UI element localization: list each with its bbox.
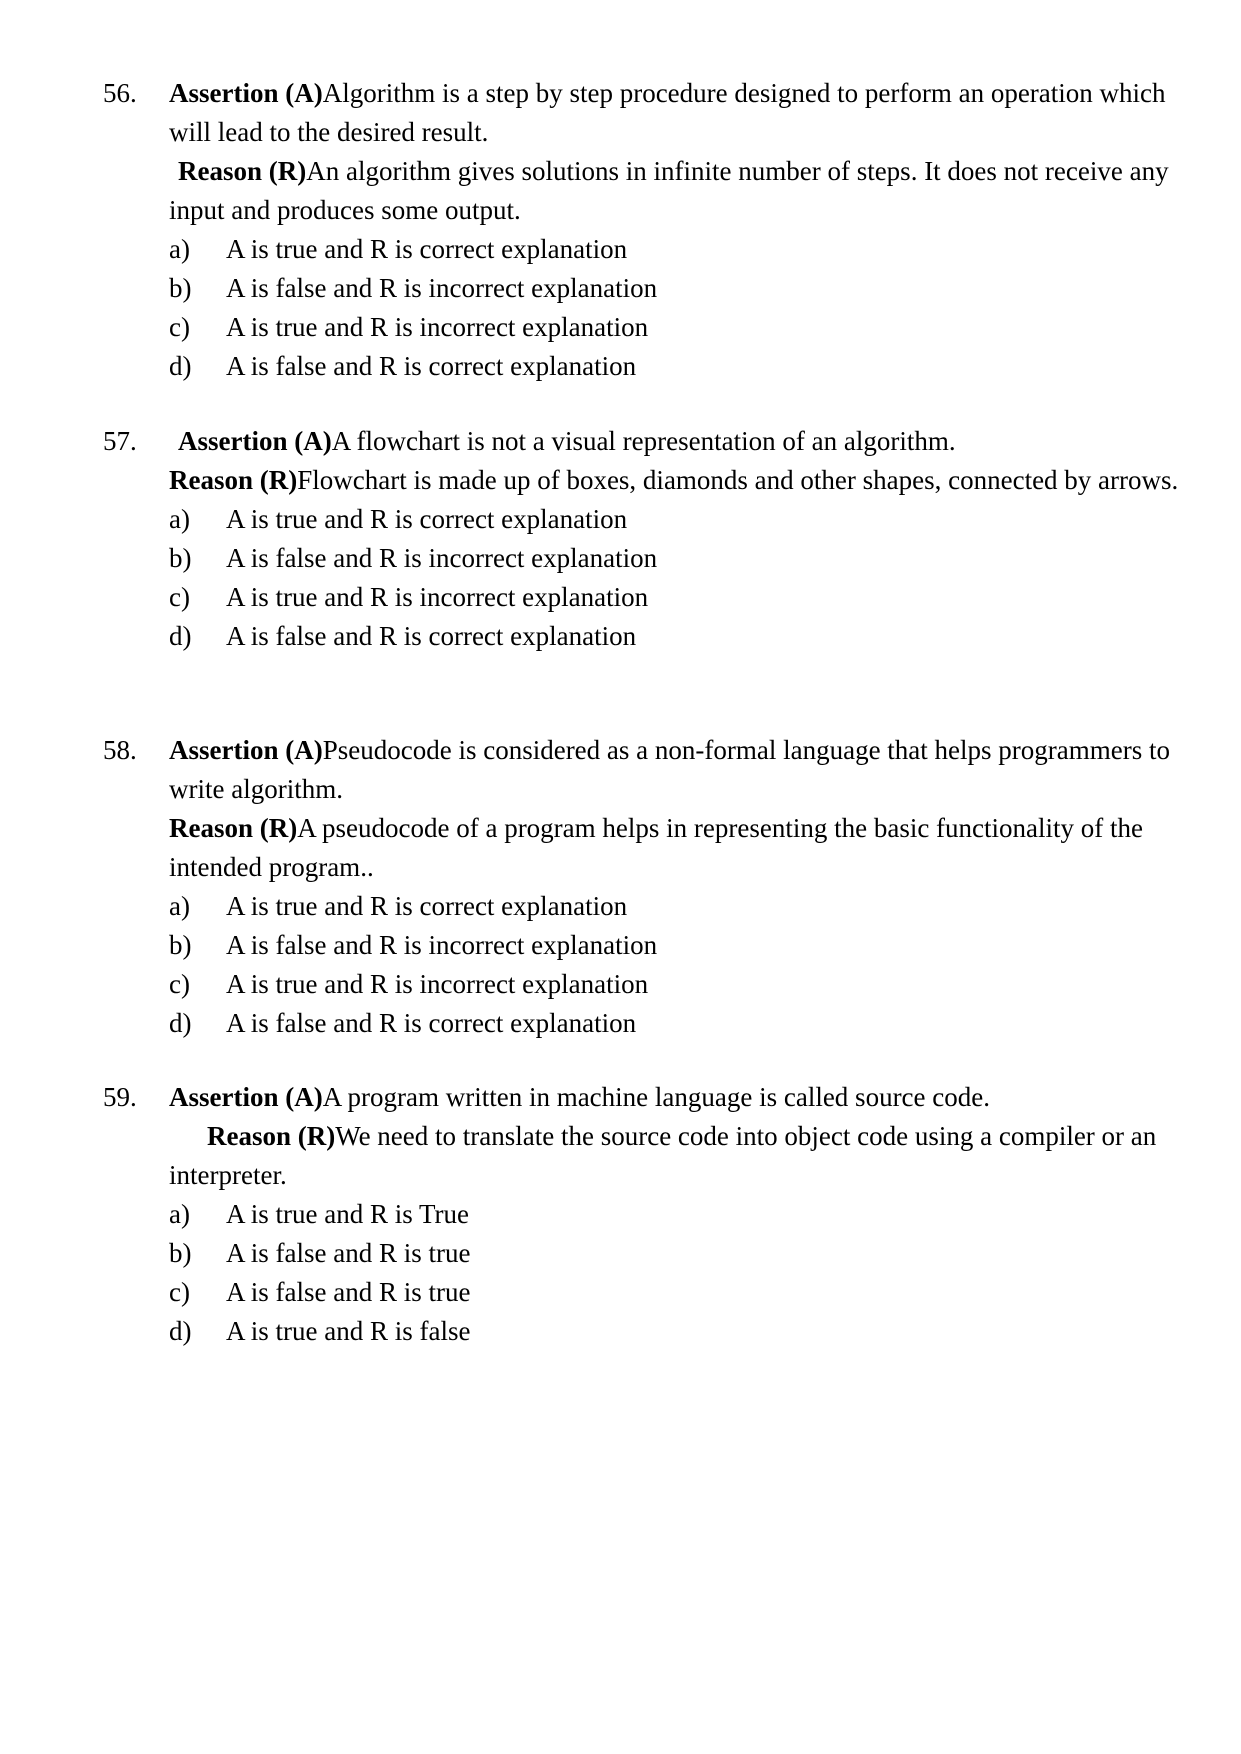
option-a bbox=[169, 887, 1183, 926]
reason-text: We need to translate the source code into object code using a compiler or an interpreter. bbox=[169, 1121, 1157, 1190]
option-text: A is false and R is true bbox=[226, 1238, 471, 1268]
reason bbox=[169, 1117, 1183, 1195]
question-body bbox=[169, 422, 1183, 656]
option-letter: a) bbox=[169, 504, 190, 534]
option-b bbox=[169, 269, 1183, 308]
option-c bbox=[169, 1273, 1183, 1312]
question-59 bbox=[103, 1078, 1183, 1351]
option-letter: b) bbox=[169, 543, 192, 573]
assertion bbox=[169, 74, 1183, 152]
option-text: A is false and R is incorrect explanation bbox=[226, 543, 658, 573]
option-letter: b) bbox=[169, 273, 192, 303]
reason bbox=[169, 152, 1183, 230]
option-a bbox=[169, 1195, 1183, 1234]
options-list bbox=[169, 887, 1183, 1043]
question-body bbox=[169, 74, 1183, 386]
option-letter: c) bbox=[169, 582, 190, 612]
reason-text: A pseudocode of a program helps in representing the basic functionality of the intended program.. bbox=[169, 813, 1144, 882]
options-list bbox=[169, 230, 1183, 386]
question-number: 57. bbox=[103, 426, 137, 456]
question-number: 56. bbox=[103, 78, 137, 108]
option-text: A is false and R is incorrect explanation bbox=[226, 930, 658, 960]
question-57 bbox=[103, 422, 1183, 656]
option-letter: d) bbox=[169, 351, 192, 381]
option-b bbox=[169, 539, 1183, 578]
option-letter: c) bbox=[169, 969, 190, 999]
option-text: A is true and R is correct explanation bbox=[226, 234, 628, 264]
assertion bbox=[169, 731, 1183, 809]
assertion-text: A program written in machine language is called source code. bbox=[322, 1082, 990, 1112]
reason bbox=[169, 809, 1183, 887]
option-letter: a) bbox=[169, 1199, 190, 1229]
assertion-label: Assertion (A) bbox=[169, 735, 323, 765]
option-text: A is false and R is correct explanation bbox=[226, 351, 637, 381]
option-letter: c) bbox=[169, 312, 190, 342]
option-letter: b) bbox=[169, 1238, 192, 1268]
reason-label: Reason (R) bbox=[169, 813, 298, 843]
option-c bbox=[169, 308, 1183, 347]
question-body bbox=[169, 1078, 1183, 1351]
assertion bbox=[169, 422, 1183, 461]
assertion bbox=[169, 1078, 1183, 1117]
option-a bbox=[169, 500, 1183, 539]
option-b bbox=[169, 926, 1183, 965]
reason-label: Reason (R) bbox=[169, 465, 298, 495]
option-b bbox=[169, 1234, 1183, 1273]
option-c bbox=[169, 965, 1183, 1004]
option-d bbox=[169, 347, 1183, 386]
option-c bbox=[169, 578, 1183, 617]
question-number: 58. bbox=[103, 735, 137, 765]
option-text: A is true and R is True bbox=[226, 1199, 470, 1229]
option-letter: c) bbox=[169, 1277, 190, 1307]
question-body bbox=[169, 731, 1183, 1043]
option-letter: b) bbox=[169, 930, 192, 960]
reason bbox=[169, 461, 1183, 500]
option-letter: d) bbox=[169, 621, 192, 651]
reason-label: Reason (R) bbox=[207, 1121, 336, 1151]
option-text: A is true and R is incorrect explanation bbox=[226, 312, 649, 342]
option-letter: d) bbox=[169, 1316, 192, 1346]
reason-text: An algorithm gives solutions in infinite number of steps. It does not receive any input and produces some output. bbox=[169, 156, 1169, 225]
option-text: A is true and R is incorrect explanation bbox=[226, 969, 649, 999]
option-text: A is true and R is correct explanation bbox=[226, 504, 628, 534]
option-text: A is true and R is false bbox=[226, 1316, 471, 1346]
reason-label: Reason (R) bbox=[178, 156, 307, 186]
option-text: A is false and R is correct explanation bbox=[226, 1008, 637, 1038]
assertion-label: Assertion (A) bbox=[169, 78, 323, 108]
question-58 bbox=[103, 731, 1183, 1043]
assertion-text: Algorithm is a step by step procedure designed to perform an operation which will lead to the desired result. bbox=[169, 78, 1166, 147]
reason-text: Flowchart is made up of boxes, diamonds and other shapes, connected by arrows. bbox=[297, 465, 1179, 495]
option-d bbox=[169, 617, 1183, 656]
option-letter: a) bbox=[169, 891, 190, 921]
option-text: A is false and R is true bbox=[226, 1277, 471, 1307]
assertion-text: Pseudocode is considered as a non-formal language that helps programmers to write algorithm. bbox=[169, 735, 1170, 804]
option-text: A is true and R is incorrect explanation bbox=[226, 582, 649, 612]
options-list bbox=[169, 500, 1183, 656]
option-a bbox=[169, 230, 1183, 269]
option-letter: d) bbox=[169, 1008, 192, 1038]
question-56 bbox=[103, 74, 1183, 386]
assertion-text: A flowchart is not a visual representation of an algorithm. bbox=[331, 426, 956, 456]
option-text: A is true and R is correct explanation bbox=[226, 891, 628, 921]
option-d bbox=[169, 1004, 1183, 1043]
option-text: A is false and R is correct explanation bbox=[226, 621, 637, 651]
option-text: A is false and R is incorrect explanation bbox=[226, 273, 658, 303]
options-list bbox=[169, 1195, 1183, 1351]
option-d bbox=[169, 1312, 1183, 1351]
question-number: 59. bbox=[103, 1082, 137, 1112]
assertion-label: Assertion (A) bbox=[169, 1082, 323, 1112]
option-letter: a) bbox=[169, 234, 190, 264]
assertion-label: Assertion (A) bbox=[178, 426, 332, 456]
